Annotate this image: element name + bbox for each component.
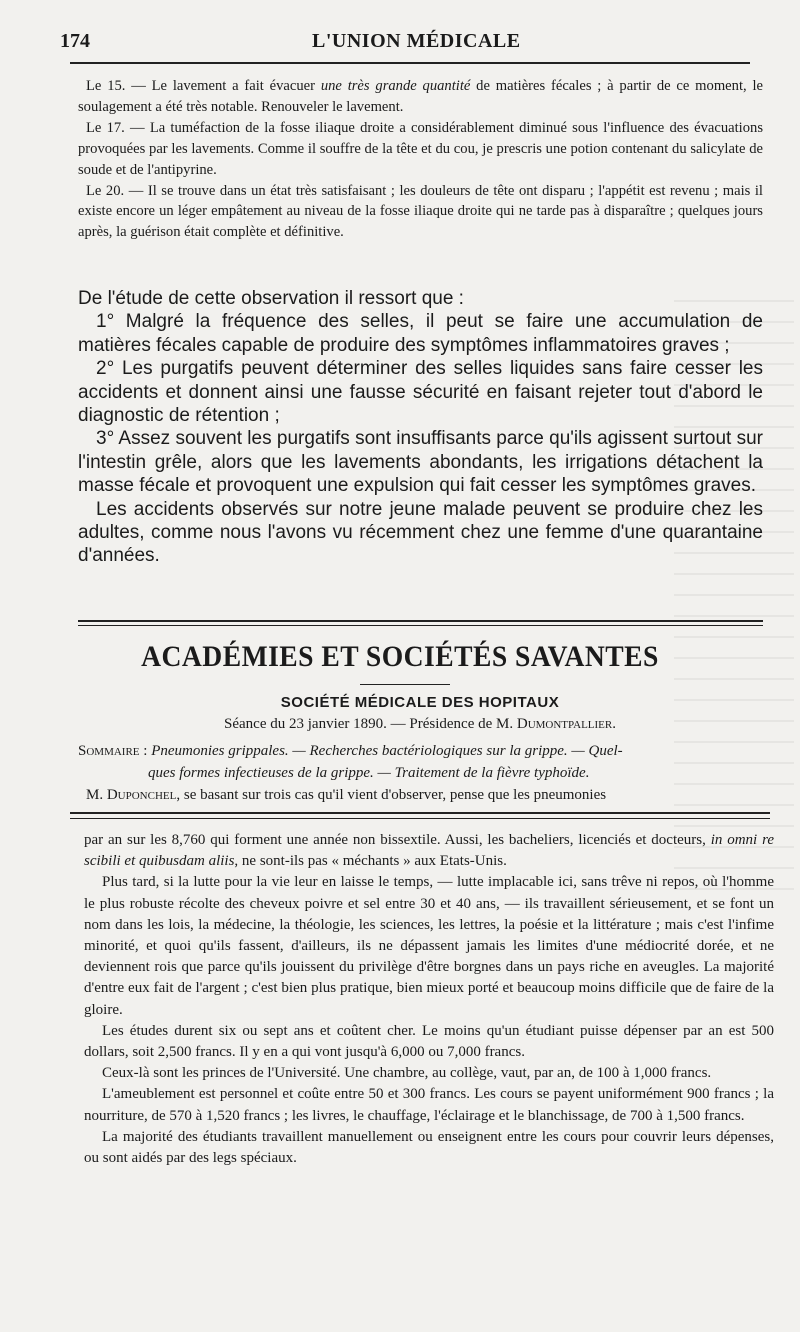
seance-line: Séance du 23 janvier 1890. — Présidence de M. Dumontpallier. [224, 716, 616, 732]
page-number: 174 [60, 30, 90, 52]
conclusion-closing: Les accidents observés sur notre jeune malade peuvent se produire chez les adultes, comme nous l'avons vu récemment chez une femme d'une quarantaine d'années. [78, 498, 763, 567]
sommaire [78, 740, 763, 784]
speaker-name: Duponchel [106, 787, 177, 803]
section-title: ACADÉMIES ET SOCIÉTÉS SAVANTES [141, 640, 659, 673]
case-note-15: Le 15. — Le lavement a fait évacuer une très grande quantité de matières fécales ; à partir de ce moment, le soulagement a été très notable. Renouveler le lavement. [78, 78, 763, 115]
case-note-17: Le 17. — La tuméfaction de la fosse iliaque droite a considérablement diminué sous l'influence des évacuations provoquées par les lavements. Comme il souffre de la tête et du cou, je prescris une potion contenant du salicylate de soude et de l'antipyrine. [78, 119, 763, 178]
case-note-20: Le 20. — Il se trouve dans un état très satisfaisant ; les douleurs de tête ont disparu ; l'appétit est revenu ; mais il existe encore un léger empâtement au niveau de la fosse iliaque droite qui ne tarde pas à disparaître ; quelques jours après, la guérison était complète et définitive. [78, 182, 763, 241]
title-separator [360, 684, 450, 685]
society-first-line: M. Duponchel, se basant sur trois cas qu'il vient d'observer, pense que les pneumonies [86, 787, 607, 803]
feuilleton-para-5: L'ameublement est personnel et coûte entre 50 et 300 francs. Les cours se payent uniformément 900 francs ; la nourriture, de 570 à 1,520 francs ; les livres, le chauffage, l'éclairage et le blanchissage, de 700 à 1,500 francs. [84, 1086, 774, 1124]
sommaire-line-2: ques formes infectieuses de la grippe. — Traitement de la fièvre typhoïde. [148, 765, 590, 781]
journal-title: L'UNION MÉDICALE [312, 30, 521, 52]
feuilleton-rule [70, 812, 770, 814]
feuilleton-para-2: Plus tard, si la lutte pour la vie leur en laisse le temps, — lutte implacable ici, sans trêve ni repos, où l'homme le plus robuste récolte des cheveux poivre et sel entre 30 et 40 ans, — ils travaillent sérieusement, et se font un nom dans les lois, la médecine, la théologie, les sciences, les lettres, la poésie et la littérature ; mais c'est l'infime minorité, et quoi qu'ils fassent, d'ailleurs, ils ne dépassent jamais les limites d'une médiocrité dorée, et ne deviennent rois que parce qu'ils jouissent du privilège d'être borgnes dans un pays riche en aveugles. La majorité d'entre eux fait de l'argent ; c'est bien plus pratique, bien mieux porté et beaucoup moins difficile que de faire de la gloire. [84, 874, 774, 1018]
conclusion-point-1: 1° Malgré la fréquence des selles, il peut se faire une accumulation de matières fécales capable de produire des symptômes inflammatoires graves ; [78, 311, 763, 356]
section-rule-top [78, 620, 763, 622]
feuilleton-para-3: Les études durent six ou sept ans et coûtent cher. Le moins qu'un étudiant puisse dépenser par an est 500 dollars, soit 2,500 francs. Il y en a qui vont jusqu'à 6,000 ou 7,000 francs. [84, 1022, 774, 1061]
feuilleton-rule-thin [70, 818, 770, 819]
conclusion-point-3: 3° Assez souvent les purgatifs sont insuffisants parce qu'ils agissent surtout sur l'intestin grêle, alors que les lavements abondants, les irrigations détachent la masse fécale et provoquent une expulsion qui fait cesser les symptômes graves. [78, 428, 763, 497]
conclusions [78, 287, 763, 568]
section-rule-top-thin [78, 625, 763, 626]
header-rule [70, 62, 750, 64]
case-notes [78, 76, 763, 243]
sommaire-label: Sommaire : [78, 743, 148, 759]
sommaire-line-1: Pneumonies grippales. — Recherches bactériologiques sur la grippe. — Quel- [151, 743, 623, 759]
society-name: SOCIÉTÉ MÉDICALE DES HOPITAUX [280, 694, 560, 711]
feuilleton-para-4: Ceux-là sont les princes de l'Université. Une chambre, au collège, vaut, par an, de 100 à 1,000 francs. [102, 1065, 712, 1082]
president-name: Dumontpallier [516, 716, 613, 732]
feuilleton-para-1: par an sur les 8,760 qui forment une année non bissextile. Aussi, les bacheliers, licenciés et docteurs, in omni re scibili et quibusdam aliis, ne sont-ils pas « méchants » aux Etats-Unis. [84, 832, 775, 870]
feuilleton [84, 830, 774, 1169]
conclusions-intro: De l'étude de cette observation il ressort que : [78, 288, 464, 309]
feuilleton-para-6: La majorité des étudiants travaillent manuellement ou enseignent entre les cours pour couvrir leurs dépenses, ou sont aidés par des legs spéciaux. [84, 1128, 774, 1167]
conclusion-point-2: 2° Les purgatifs peuvent déterminer des selles liquides sans faire cesser les accidents et donnent ainsi une fausse sécurité en faisant rejeter tout d'abord le diagnostic de rétention ; [78, 358, 763, 427]
